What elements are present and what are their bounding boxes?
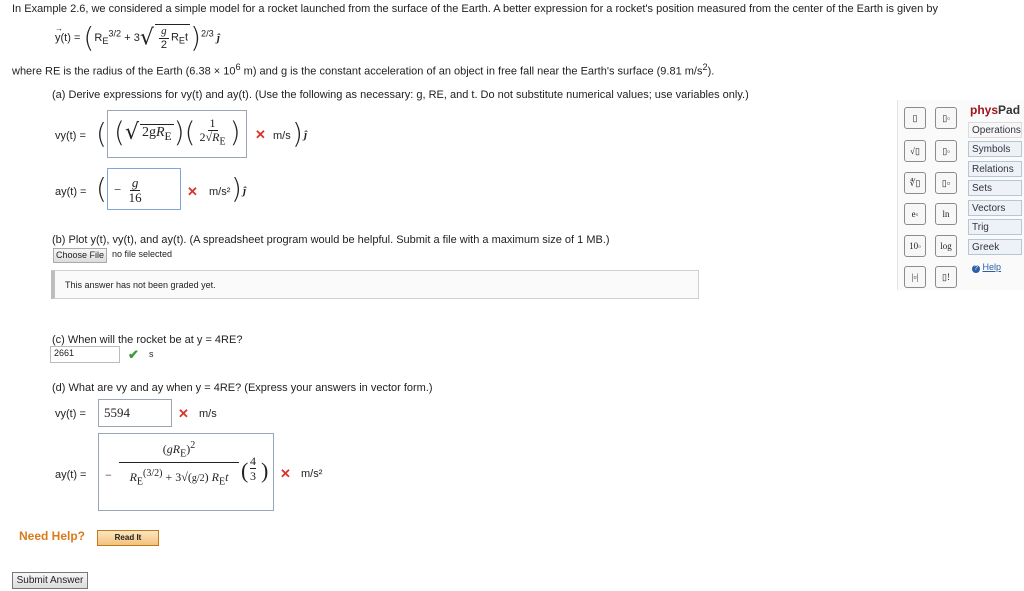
vy-d-incorrect-icon: ✕ <box>178 406 189 421</box>
ay-expression-field[interactable]: − $(gR_E)^2$ $R_E^{(3/2)} + 3√(g/2)$ $R_Et$ ( 4 3 ) <box>98 433 274 511</box>
subscript-icon[interactable]: ▯ ▫ <box>935 140 957 162</box>
ay-incorrect-icon: ✕ <box>187 184 198 199</box>
open-paren: ( <box>96 172 107 205</box>
help-link[interactable] <box>972 262 1001 273</box>
close-paren: ) <box>292 117 303 150</box>
help-icon: ? <box>972 265 980 273</box>
part-d-prompt: (d) What are vy and ay when y = 4RE? (Express your answers in vector form.) <box>52 382 433 394</box>
vy-answer-field[interactable] <box>107 110 247 158</box>
ay-units: m/s² <box>209 186 231 198</box>
close-paren: ) <box>231 172 242 205</box>
tab-relations[interactable]: Relations <box>968 161 1022 177</box>
vy-d-units: m/s <box>199 408 217 420</box>
ln-icon[interactable]: ln <box>935 203 957 225</box>
vy-incorrect-icon: ✕ <box>255 127 266 142</box>
part-d-ay-label: ay(t) = <box>55 469 87 481</box>
tab-sets[interactable]: Sets <box>968 180 1022 196</box>
vy-value: 5594 <box>104 405 130 420</box>
physpad-title <box>970 103 1020 117</box>
factorial-icon[interactable]: ▯! <box>935 266 957 288</box>
j-hat-1: ĵ <box>304 129 308 141</box>
vy-expression: (√ $2gR_E$)( $\frac{1}{2√R_E}$ ) <box>114 115 241 149</box>
sqrt-icon[interactable]: √▯ <box>904 140 926 162</box>
position-equation: → $y(t) = (R_E^{3/2} + 3√$ $\frac{g}{2}$ $R_Et)^{2/3}$ ĵ <box>55 24 220 52</box>
sub-sup-icon[interactable]: ▯▫ <box>935 172 957 194</box>
where-part-1: where RE is the radius of the Earth (6.38 × 10 <box>12 65 236 78</box>
read-it-button[interactable]: Read It <box>97 530 159 546</box>
tab-vectors[interactable]: Vectors <box>968 200 1022 216</box>
part-a-prompt: (a) Derive expressions for vy(t) and ay(t). (Use the following as necessary: g, RE, and t. Do not substitute numerical values; use variables only.) <box>52 89 749 101</box>
j-hat-2: ĵ <box>243 185 247 197</box>
tab-symbols[interactable]: Symbols <box>968 141 1022 157</box>
where-exp-2: 2 <box>702 62 708 72</box>
file-status: no file selected <box>112 249 173 259</box>
where-text <box>12 62 714 78</box>
fraction-icon[interactable]: ▯ <box>904 107 926 129</box>
physpad-title-phys: phys <box>970 103 999 117</box>
time-answer-field[interactable] <box>50 346 120 363</box>
tab-greek[interactable]: Greek <box>968 239 1022 255</box>
time-answer-value: 2661 <box>54 348 75 358</box>
log-icon[interactable]: log <box>935 235 957 257</box>
where-exp-1: 6 <box>235 62 241 72</box>
vy-value-field[interactable] <box>98 399 172 427</box>
intro-text: In Example 2.6, we considered a simple model for a rocket launched from the surface of the Earth. A better expression for a rocket's position measured from the center of the Earth is given by <box>12 3 938 15</box>
part-d-vy-label: vy(t) = <box>55 408 86 420</box>
part-a-ay-label: ay(t) = <box>55 186 87 198</box>
vy-units: m/s <box>273 130 291 142</box>
ay-d-incorrect-icon: ✕ <box>280 466 291 481</box>
need-help-label: Need Help? <box>19 529 86 543</box>
time-units: s <box>149 349 154 359</box>
ay-answer-field[interactable] <box>107 168 181 210</box>
physpad-title-pad: Pad <box>998 103 1021 117</box>
part-c-prompt: (c) When will the rocket be at y = 4RE? <box>52 334 243 346</box>
ay-expression: − $\frac{g}{16}$ <box>114 175 142 206</box>
abs-value-icon[interactable]: |▫| <box>904 266 926 288</box>
graded-message: This answer has not been graded yet. <box>65 280 216 290</box>
choose-file-button[interactable]: Choose File <box>53 248 107 263</box>
nth-root-icon[interactable]: ∜▯ <box>904 172 926 194</box>
graded-notice <box>51 270 699 299</box>
submit-answer-button[interactable]: Submit Answer <box>12 572 88 589</box>
tab-operations[interactable]: Operations <box>968 122 1022 138</box>
where-end: ). <box>707 65 715 78</box>
correct-check-icon: ✔ <box>128 347 139 362</box>
exponent-icon[interactable]: ▯ ▫ <box>935 107 957 129</box>
where-part-2: m) and g is the constant acceleration of an object in free fall near the Earth's surface (9.81 m/s <box>240 65 703 78</box>
power-of-ten-icon[interactable]: 10 ▫ <box>904 235 926 257</box>
exp-e-icon[interactable]: e ▫ <box>904 203 926 225</box>
ay-d-units: m/s² <box>301 468 323 480</box>
help-label: Help <box>982 262 1002 272</box>
tab-trig[interactable]: Trig <box>968 219 1022 235</box>
part-b-prompt: (b) Plot y(t), vy(t), and ay(t). (A spreadsheet program would be helpful. Submit a file with a maximum size of 1 MB.) <box>52 234 610 246</box>
y-vector-symbol: → y <box>55 32 61 44</box>
part-a-vy-label: vy(t) = <box>55 130 86 142</box>
open-paren: ( <box>96 117 107 150</box>
